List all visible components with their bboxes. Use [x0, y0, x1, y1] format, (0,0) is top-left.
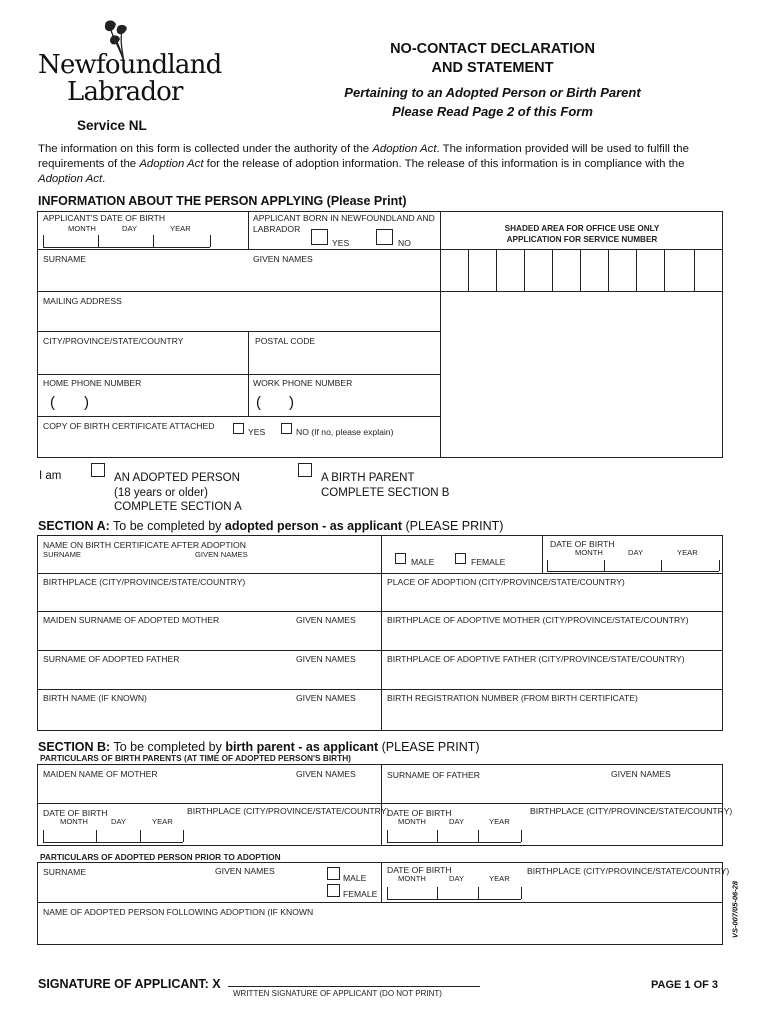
a-name-input[interactable]: [38, 561, 380, 572]
intro-text-4: .: [102, 173, 106, 185]
subtitle-line-2: Please Read Page 2 of this Form: [392, 104, 593, 119]
b-given-names-label: GIVEN NAMES: [215, 866, 275, 876]
b-father-dob-month: MONTH: [398, 817, 426, 826]
b-female-label: FEMALE: [343, 889, 378, 899]
mailing-address-input[interactable]: [38, 307, 440, 330]
born-nl-yes-label: YES: [332, 238, 350, 248]
section-a-print: (PLEASE PRINT): [402, 519, 504, 533]
adopted-person-label: AN ADOPTED PERSON: [114, 472, 240, 484]
work-phone-label: WORK PHONE NUMBER: [253, 378, 353, 388]
a-father-given-names-label: GIVEN NAMES: [296, 654, 356, 664]
b-mother-dob-month: MONTH: [60, 817, 88, 826]
b-mother-dob-label: DATE OF BIRTH: [43, 808, 108, 818]
b-maiden-mother-label: MAIDEN NAME OF MOTHER: [43, 769, 158, 779]
born-nl-no-label: NO: [398, 238, 411, 248]
b-adopted-dob-day: DAY: [449, 874, 465, 883]
b-father-given-names-label: GIVEN NAMES: [611, 769, 671, 779]
a-surname-label: SURNAME: [43, 550, 81, 559]
work-phone-paren-open: (: [256, 394, 261, 411]
section-b-heading: [38, 740, 480, 754]
section-a-mid: To be completed by: [109, 519, 225, 533]
section-a-title: SECTION A:: [38, 519, 110, 533]
department-name: Service NL: [77, 118, 147, 133]
signature-instruction: WRITTEN SIGNATURE OF APPLICANT (DO NOT PRINT): [233, 989, 442, 998]
a-bp-mother-label: BIRTHPLACE OF ADOPTIVE MOTHER (CITY/PROVINCE/STATE/COUNTRY): [387, 615, 689, 625]
birth-cert-no-checkbox[interactable]: [281, 423, 292, 434]
a-birthplace-label: BIRTHPLACE (CITY/PROVINCE/STATE/COUNTRY): [43, 577, 246, 587]
birth-parent-instruction: COMPLETE SECTION B: [321, 486, 450, 499]
a-place-of-adoption-input[interactable]: [382, 588, 722, 610]
intro-act-3: Adoption Act: [38, 173, 103, 185]
city-label: CITY/PROVINCE/STATE/COUNTRY: [43, 336, 184, 346]
a-birth-name-input[interactable]: [38, 704, 380, 730]
b-male-checkbox[interactable]: [327, 867, 340, 880]
a-surname-father-label: SURNAME OF ADOPTED FATHER: [43, 654, 180, 664]
section-b-mid: To be completed by: [110, 740, 226, 754]
a-male-checkbox[interactable]: [395, 553, 406, 564]
b-adopted-dob-year: YEAR: [489, 874, 510, 883]
b-adopted-dob-label: DATE OF BIRTH: [387, 865, 452, 875]
b-father-dob-day: DAY: [449, 817, 465, 826]
b-adopted-birthplace-label: BIRTHPLACE (CITY/PROVINCE/STATE/COUNTRY): [527, 866, 730, 876]
a-adoptive-mother-input[interactable]: [38, 626, 380, 649]
a-birth-given-names-label: GIVEN NAMES: [296, 693, 356, 703]
section-b-print: (PLEASE PRINT): [378, 740, 480, 754]
applicant-surname-label: SURNAME: [43, 254, 86, 264]
logo-newfoundland: Newfoundland: [38, 50, 222, 80]
a-dob-day: DAY: [628, 548, 644, 557]
applicant-dob-input[interactable]: [43, 235, 210, 247]
section-b-title: SECTION B:: [38, 740, 111, 754]
a-bp-father-label: BIRTHPLACE OF ADOPTIVE FATHER (CITY/PROVINCE/STATE/COUNTRY): [387, 654, 685, 664]
b-father-dob-input[interactable]: [387, 829, 521, 842]
b-name-following-label: NAME OF ADOPTED PERSON FOLLOWING ADOPTION (IF KNOWN: [43, 907, 314, 917]
a-registration-number-label: BIRTH REGISTRATION NUMBER (FROM BIRTH CERTIFICATE): [387, 693, 638, 703]
city-input[interactable]: [38, 347, 247, 373]
born-nl-yes-checkbox[interactable]: [311, 229, 328, 245]
b-father-name-input[interactable]: [382, 780, 722, 802]
intro-act-2: Adoption Act: [139, 158, 204, 170]
b-mother-birthplace-label: BIRTHPLACE (CITY/PROVINCE/STATE/COUNTRY): [187, 806, 390, 816]
postal-code-input[interactable]: [249, 347, 440, 373]
a-bp-father-input[interactable]: [382, 665, 722, 688]
birth-parent-checkbox[interactable]: [298, 463, 312, 477]
adopted-person-option: [114, 471, 242, 515]
b-father-dob-year: YEAR: [489, 817, 510, 826]
intro-text-3: for the release of adoption information. The release of this information is in compliance with the: [203, 158, 685, 170]
applicant-dob-year: YEAR: [170, 224, 191, 233]
b-birth-parents-subheading: PARTICULARS OF BIRTH PARENTS (AT TIME OF ADOPTED PERSON'S BIRTH): [40, 753, 351, 763]
page-number: PAGE 1 OF 3: [651, 979, 719, 991]
mailing-address-label: MAILING ADDRESS: [43, 296, 122, 306]
a-dob-input[interactable]: [547, 559, 719, 571]
office-use-label: [441, 223, 723, 245]
a-given-names-label: GIVEN NAMES: [195, 550, 248, 559]
birth-cert-no-label: NO (If no, please explain): [296, 427, 394, 437]
b-name-following-input[interactable]: [38, 918, 722, 944]
a-adoptive-father-input[interactable]: [38, 665, 380, 688]
work-phone-paren-close: ): [289, 394, 294, 411]
intro-act-1: Adoption Act: [372, 143, 437, 155]
b-mother-given-names-label: GIVEN NAMES: [296, 769, 356, 779]
born-nl-label-2: LABRADOR: [253, 224, 301, 234]
b-adopted-person-name-input[interactable]: [38, 878, 324, 901]
home-phone-paren-open: (: [50, 394, 55, 411]
applicant-given-names-label: GIVEN NAMES: [253, 254, 313, 264]
office-use-line-1: SHADED AREA FOR OFFICE USE ONLY: [504, 224, 660, 233]
b-mother-dob-input[interactable]: [43, 829, 183, 842]
form-subtitle: [290, 83, 695, 121]
a-female-checkbox[interactable]: [455, 553, 466, 564]
title-line-1: NO-CONTACT DECLARATION: [390, 41, 595, 57]
postal-code-label: POSTAL CODE: [255, 336, 316, 346]
i-am-label: I am: [39, 470, 62, 482]
applicant-heading: INFORMATION ABOUT THE PERSON APPLYING (Please Print): [38, 194, 407, 208]
applicant-dob-month: MONTH: [68, 224, 96, 233]
title-line-2: AND STATEMENT: [431, 60, 554, 76]
born-nl-label-1: APPLICANT BORN IN NEWFOUNDLAND AND: [253, 213, 435, 223]
adopted-person-checkbox[interactable]: [91, 463, 105, 477]
form-title: [300, 40, 685, 78]
a-mother-given-names-label: GIVEN NAMES: [296, 615, 356, 625]
a-dob-year: YEAR: [677, 548, 698, 557]
signature-label: SIGNATURE OF APPLICANT: X: [38, 977, 221, 991]
work-phone-input[interactable]: [249, 390, 440, 415]
intro-paragraph: [38, 142, 728, 187]
home-phone-paren-close: ): [84, 394, 89, 411]
b-adopted-person-subheading: PARTICULARS OF ADOPTED PERSON PRIOR TO ADOPTION: [40, 852, 281, 862]
intro-text-2: . The information provided will be used to fulfill the requirements of the: [38, 143, 689, 170]
section-a-who: adopted person - as applicant: [224, 519, 403, 533]
a-male-label: MALE: [411, 557, 435, 567]
a-place-of-adoption-label: PLACE OF ADOPTION (CITY/PROVINCE/STATE/COUNTRY): [387, 577, 625, 587]
home-phone-label: HOME PHONE NUMBER: [43, 378, 142, 388]
b-female-checkbox[interactable]: [327, 884, 340, 897]
office-use-line-2: APPLICATION FOR SERVICE NUMBER: [506, 235, 658, 244]
adopted-person-instruction: COMPLETE SECTION A: [114, 501, 242, 513]
applicant-dob-day: DAY: [122, 224, 138, 233]
b-surname-label: SURNAME: [43, 867, 86, 877]
b-mother-dob-day: DAY: [111, 817, 127, 826]
b-mother-birthplace-input[interactable]: [187, 818, 379, 844]
a-dob-label: DATE OF BIRTH: [550, 539, 615, 549]
applicant-dob-label: APPLICANT'S DATE OF BIRTH: [43, 213, 166, 223]
birth-parent-label: A BIRTH PARENT: [321, 472, 415, 484]
b-adopted-dob-month: MONTH: [398, 874, 426, 883]
subtitle-line-1: Pertaining to an Adopted Person or Birth Parent: [344, 85, 641, 100]
a-registration-number-input[interactable]: [382, 704, 722, 730]
a-dob-month: MONTH: [575, 548, 603, 557]
b-male-label: MALE: [343, 873, 367, 883]
b-adopted-dob-input[interactable]: [387, 886, 521, 899]
a-birth-name-label: BIRTH NAME (IF KNOWN): [43, 693, 147, 703]
b-surname-father-label: SURNAME OF FATHER: [387, 770, 480, 780]
birth-cert-yes-label: YES: [248, 427, 266, 437]
birth-parent-option: [321, 471, 449, 500]
signature-input[interactable]: [228, 970, 480, 986]
b-mother-dob-year: YEAR: [152, 817, 173, 826]
birth-cert-yes-checkbox[interactable]: [233, 423, 244, 434]
form-code: VS-007/05-06-28: [730, 880, 740, 939]
section-b-who: birth parent - as applicant: [225, 740, 379, 754]
adopted-person-age: (18 years or older): [114, 486, 208, 499]
a-birthplace-input[interactable]: [38, 588, 380, 610]
b-father-dob-label: DATE OF BIRTH: [387, 808, 452, 818]
b-father-birthplace-label: BIRTHPLACE (CITY/PROVINCE/STATE/COUNTRY): [530, 806, 733, 816]
a-maiden-mother-label: MAIDEN SURNAME OF ADOPTED MOTHER: [43, 615, 220, 625]
b-mother-name-input[interactable]: [38, 780, 380, 802]
a-female-label: FEMALE: [471, 557, 506, 567]
b-adopted-birthplace-input[interactable]: [527, 878, 722, 901]
born-nl-no-checkbox[interactable]: [376, 229, 393, 245]
a-name-after-adoption-label: NAME ON BIRTH CERTIFICATE AFTER ADOPTION: [43, 540, 246, 550]
home-phone-input[interactable]: [38, 390, 247, 415]
birth-cert-label: COPY OF BIRTH CERTIFICATE ATTACHED: [43, 421, 215, 431]
b-father-birthplace-input[interactable]: [530, 818, 722, 844]
section-a-heading: [38, 519, 503, 533]
a-bp-mother-input[interactable]: [382, 626, 722, 649]
applicant-name-input[interactable]: [38, 265, 440, 290]
intro-text-1: The information on this form is collected under the authority of the: [38, 143, 373, 155]
logo-labrador: Labrador: [67, 77, 183, 107]
